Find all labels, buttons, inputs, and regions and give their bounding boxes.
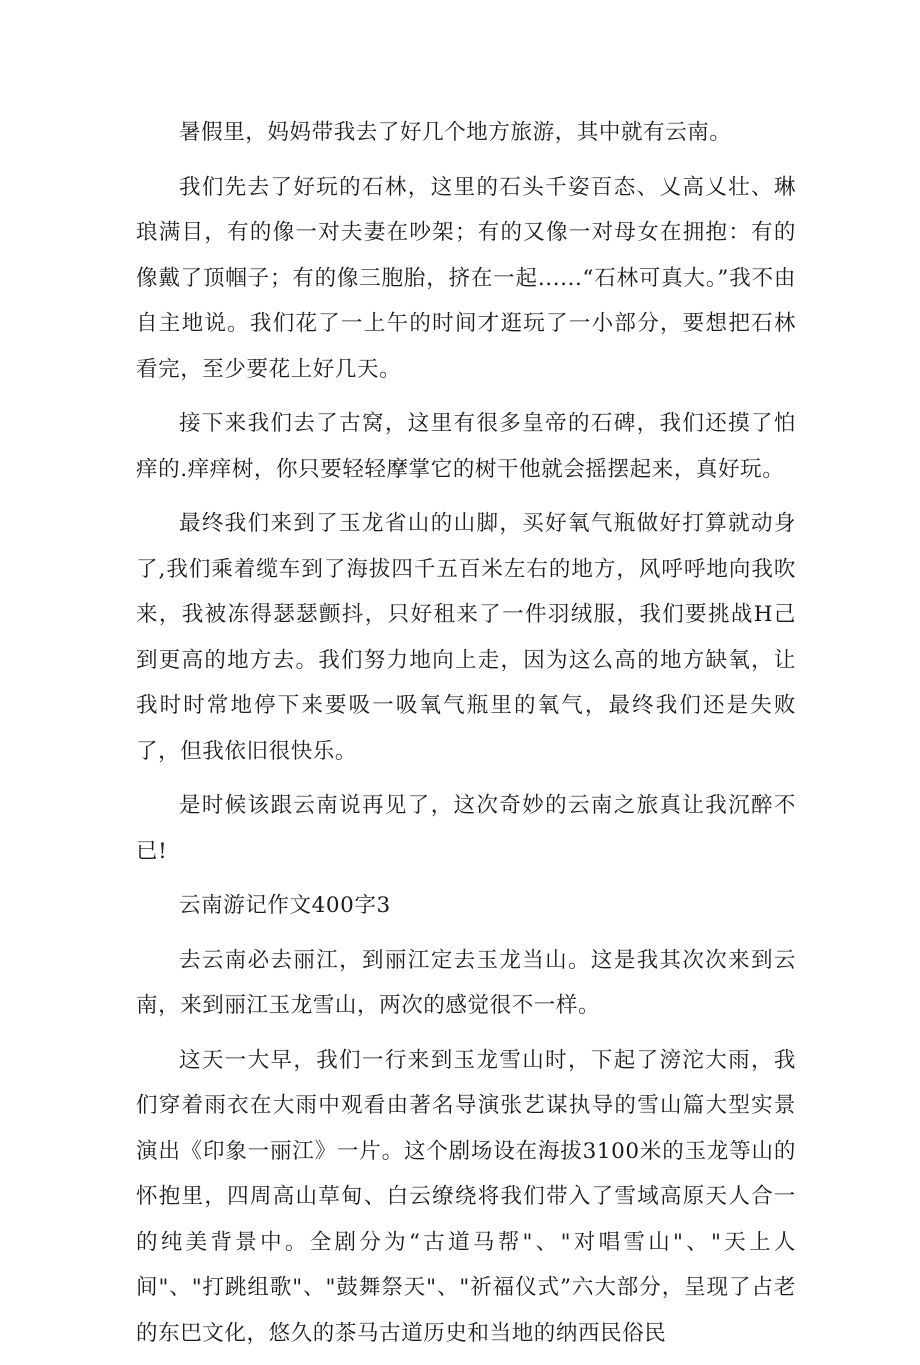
essay-subtitle: 云南游记作文400字3 <box>179 893 391 918</box>
essay-body <box>136 110 796 1365</box>
paragraph-performance: 这天一大早，我们一行来到玉龙雪山时，下起了滂沱大雨，我们穿着雨衣在大雨中观看由著名导演张艺谋执导的雪山篇大型实景演出《印象一丽江》一片。这个剧场设在海拔3100米的玉龙等山的怀抱里，四周高山草甸、白云缭绕将我们带入了雪域高原天人合一的纯美背景中。全剧分为“古道马帮"、"对唱雪山"、"天上人间"、"打跳组歌"、"鼓舞祭天"、"祈福仪式”六大部分，呈现了占老的东巴文化，悠久的茶马古道历史和当地的纳西民俗民 <box>136 1047 796 1346</box>
paragraph-lijiang: 去云南必去丽江，到丽江定去玉龙当山。这是我其次次来到云南，来到丽江玉龙雪山，两次的感觉很不一样。 <box>136 947 796 1018</box>
paragraph-farewell: 是时候该跟云南说再见了，这次奇妙的云南之旅真让我沉醉不已! <box>136 793 796 864</box>
paragraph-stone-forest: 我们先去了好玩的石林，这里的石头千姿百态、乂高乂壮、琳琅满目，有的像一对夫妻在吵架；有的又像一对母女在拥抱：有的像戴了顶帼子；有的像三胞胎，挤在一起......“石林可真大。”我不由自主地说。我们花了一上午的时间才逛玩了一小部分，要想把石林看完，至少要花上好几天。 <box>136 174 796 382</box>
paragraph-snow-mountain: 最终我们来到了玉龙省山的山脚，买好氧气瓶做好打算就动身了,我们乘着缆车到了海拔四千五百米左右的地方，风呼呼地向我吹来，我被冻得瑟瑟颤抖，只好租来了一件羽绒服，我们要挑战H己到更高的地方去。我们努力地向上走，因为这么高的地方缺氧，让我时时常地停下来要吸一吸氧气瓶里的氧气，最终我们还是失败了，但我依旧很快乐。 <box>136 511 796 764</box>
paragraph-intro: 暑假里，妈妈带我去了好几个地方旅游，其中就有云南。 <box>179 120 732 145</box>
paragraph-ancient-site: 接下来我们去了古窝，这里有很多皇帝的石碑，我们还摸了怕痒的.痒痒树，你只要轻轻摩掌它的树干他就会摇摆起来，真好玩。 <box>136 411 796 482</box>
